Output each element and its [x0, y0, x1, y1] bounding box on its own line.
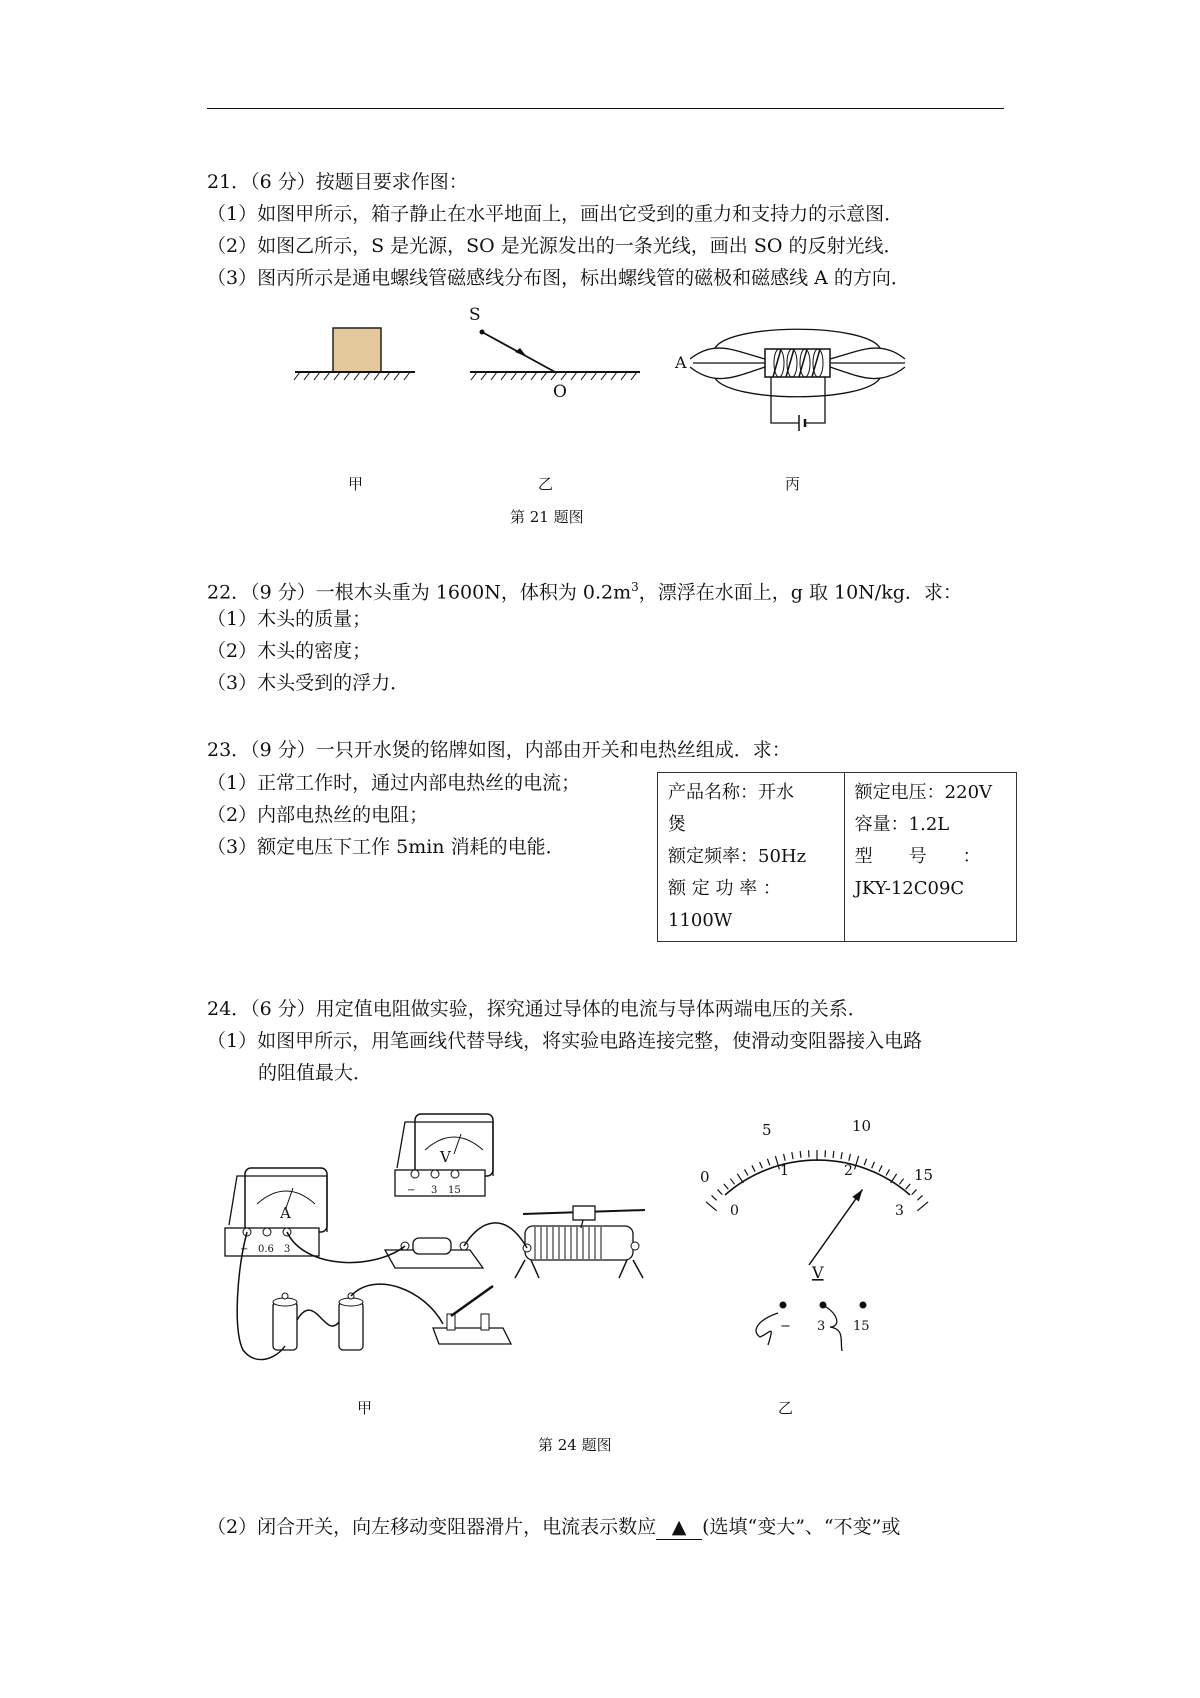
ammeter-terminal: 0.6: [258, 1244, 274, 1255]
nameplate-line: 容量：1.2L: [854, 814, 950, 835]
q21-caption-yi: 乙: [538, 475, 554, 493]
nameplate-line: 型 号 ：: [854, 846, 981, 867]
knife-switch: [433, 1286, 511, 1344]
nameplate-right-column: [844, 773, 1016, 942]
nameplate-line: 额定频率：50Hz: [668, 846, 807, 867]
nameplate-line: 产品名称：开水: [668, 782, 794, 803]
dial-tick: [899, 1179, 903, 1185]
nameplate-line: 1100W: [668, 910, 733, 931]
q23-item-1: （1）正常工作时，通过内部电热丝的电流；: [207, 772, 581, 794]
dial-tick: [712, 1195, 717, 1200]
nameplate-line: 煲: [668, 814, 686, 835]
q21-item-2: （2）如图乙所示，S 是光源，SO 是光源发出的一条光线，画出 SO 的反射光线．: [207, 235, 903, 257]
dial-tick: [775, 1156, 779, 1169]
ammeter: [225, 1168, 327, 1256]
dial-tick: [872, 1162, 875, 1168]
nameplate-line: 额 定 功 率 ：: [668, 878, 781, 899]
voltmeter-terminal: 15: [448, 1185, 461, 1196]
q24-circuit-figure: [235, 1110, 675, 1380]
q21-item-3: （3）图丙所示是通电螺线管磁感线分布图，标出螺线管的磁极和磁感线 A 的方向．: [207, 267, 910, 289]
dial-tick: [724, 1184, 728, 1189]
dial-tick: [917, 1195, 922, 1200]
dial-inner-label: 2: [844, 1163, 853, 1179]
q23-item-3: （3）额定电压下工作 5min 消耗的电能．: [207, 836, 565, 858]
dial-terminal: −: [780, 1319, 791, 1334]
dial-tick: [912, 1190, 917, 1195]
q24-item-1b: 的阻值最大．: [258, 1062, 373, 1084]
dial-terminal: 15: [853, 1319, 870, 1334]
dial-tick: [745, 1169, 749, 1175]
ammeter-symbol: A: [280, 1204, 291, 1222]
dial-tick: [886, 1169, 890, 1175]
q21-figure-box: [290, 320, 420, 380]
ammeter-terminal: 3: [284, 1244, 291, 1255]
dial-inner-label: 0: [730, 1203, 739, 1219]
q24-stem: 24．（6 分）用定值电阻做实验，探究通过导体的电流与导体两端电压的关系．: [207, 998, 867, 1020]
q24-item-2: （2）闭合开关，向左移动变阻器滑片，电流表示数应 ▲ (选填“变大”、“不变”或: [207, 1516, 901, 1538]
dial-tick: [879, 1165, 882, 1171]
battery: [339, 1293, 363, 1350]
fixed-resistor: [385, 1238, 483, 1268]
q23-stem: 23．（9 分）一只开水煲的铭牌如图，内部由开关和电热丝组成．求：: [207, 739, 791, 761]
dial-tick: [752, 1165, 755, 1171]
dial-tick: [864, 1159, 866, 1166]
q22-item-3: （3）木头受到的浮力．: [207, 672, 410, 694]
q23-item-2: （2）内部电热丝的电阻；: [207, 804, 429, 826]
dial-tick: [849, 1154, 851, 1161]
dial-outer-label: 5: [762, 1121, 772, 1139]
dial-pointer: [809, 1189, 863, 1265]
reflection-point-label: O: [553, 382, 567, 402]
q21-figure-caption: 第 21 题图: [510, 508, 584, 526]
q24-item-1a: （1）如图甲所示，用笔画线代替导线，将实验电路连接完整，使滑动变阻器接入电路: [207, 1030, 923, 1052]
dial-tick: [917, 1202, 928, 1211]
dial-pointer-head: [852, 1189, 862, 1201]
dial-tick: [717, 1190, 722, 1195]
q22-item-2: （2）木头的密度；: [207, 640, 372, 662]
q24-voltmeter-dial: [690, 1115, 950, 1365]
dial-inner-label: 1: [780, 1163, 789, 1179]
q22-item-1: （1）木头的质量；: [207, 608, 372, 630]
q21-item-1: （1）如图甲所示，箱子静止在水平地面上，画出它受到的重力和支持力的示意图．: [207, 203, 904, 225]
dial-tick: [760, 1162, 763, 1168]
voltmeter-terminal: 3: [431, 1185, 438, 1196]
q24-caption-yi: 乙: [778, 1399, 794, 1417]
kettle-nameplate: [657, 772, 1017, 942]
q21-stem: 21．（6 分）按题目要求作图：: [207, 171, 468, 193]
dial-inner-label: 3: [895, 1203, 904, 1219]
rheostat: [515, 1206, 645, 1278]
q21-figure-solenoid: [675, 325, 920, 435]
dial-tick: [792, 1152, 793, 1159]
dial-tick: [800, 1151, 801, 1158]
dial-tick: [906, 1184, 910, 1189]
dial-terminal: 3: [817, 1319, 826, 1334]
ammeter-terminal: −: [240, 1244, 249, 1255]
q21-figure-ray: [465, 300, 645, 405]
dial-outer-label: 0: [700, 1168, 710, 1186]
dial-tick: [784, 1154, 786, 1161]
voltmeter-symbol: V: [440, 1148, 451, 1166]
dial-tick: [767, 1159, 769, 1166]
q22-stem: 22．（9 分）一根木头重为 1600N，体积为 $0.2m^3$，漂浮在水面上，g 取 10N/kg．求：: [207, 580, 962, 604]
dial-tick: [833, 1151, 834, 1158]
dial-outer-label: 15: [914, 1166, 934, 1184]
dial-tick: [706, 1202, 717, 1211]
q24-caption-jia: 甲: [357, 1399, 373, 1417]
dial-symbol: V: [812, 1263, 824, 1282]
nameplate-line: JKY-12C09C: [854, 878, 965, 899]
dial-tick: [841, 1152, 842, 1159]
light-source-label: S: [469, 305, 481, 325]
q24-figure-caption: 第 24 题图: [538, 1436, 612, 1454]
dial-tick: [730, 1179, 734, 1185]
nameplate-left-column: [658, 773, 845, 942]
dial-tick: [855, 1156, 859, 1169]
dial-outer-label: 10: [852, 1117, 872, 1135]
battery: [273, 1293, 297, 1350]
voltmeter: [395, 1114, 493, 1196]
header-rule: [207, 108, 1004, 109]
q21-caption-jia: 甲: [348, 475, 364, 493]
field-line-a-label: A: [675, 353, 687, 372]
voltmeter-terminal: −: [407, 1185, 416, 1196]
answer-blank[interactable]: ▲: [656, 1515, 702, 1540]
nameplate-line: 额定电压：220V: [854, 782, 993, 803]
q21-caption-bing: 丙: [785, 475, 801, 493]
dial-scale: [706, 1150, 928, 1211]
